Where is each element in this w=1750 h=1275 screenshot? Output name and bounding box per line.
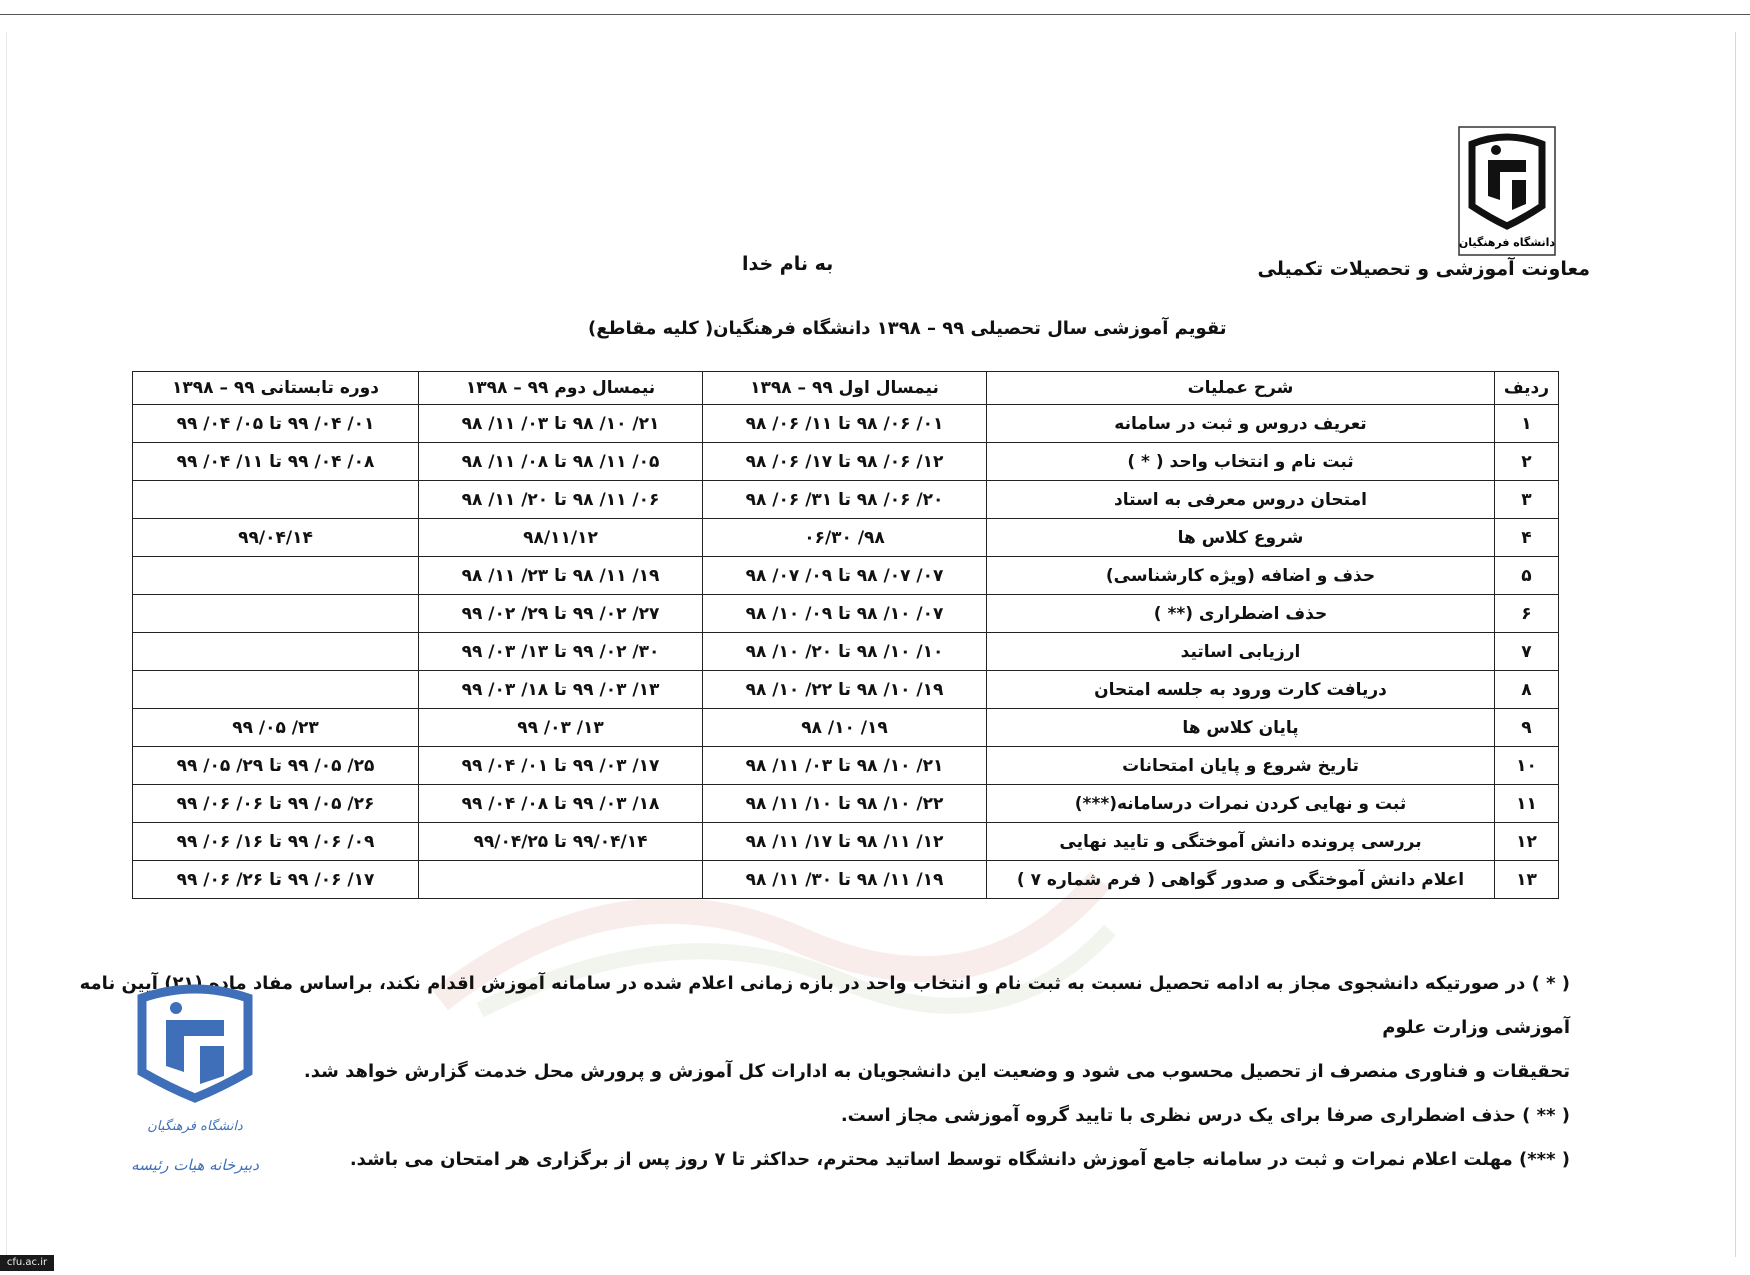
site-badge: cfu.ac.ir: [0, 1255, 54, 1271]
table-row: [133, 405, 1559, 443]
semester-2-date: ۲۷/ ۰۲/ ۹۹ تا ۲۹/ ۰۲/ ۹۹: [419, 595, 703, 633]
table-row: [133, 823, 1559, 861]
summer-date: ۱۷/ ۰۶/ ۹۹ تا ۲۶/ ۰۶/ ۹۹: [133, 861, 419, 899]
row-number: ۸: [1495, 671, 1559, 709]
header-row-number: ردیف: [1495, 372, 1559, 405]
summer-date: [133, 481, 419, 519]
semester-1-date: ۲۱/ ۱۰/ ۹۸ تا ۰۳/ ۱۱/ ۹۸: [703, 747, 987, 785]
table-row: [133, 861, 1559, 899]
row-number: ۲: [1495, 443, 1559, 481]
footnote-2: ( ** ) حذف اضطراری صرفا برای یک درس نظری با تایید گروه آموزشی مجاز است.: [840, 1105, 1570, 1126]
stamp-logo-text: دانشگاه فرهنگیان: [147, 1119, 243, 1134]
operation-desc: اعلام دانش آموختگی و صدور گواهی ( فرم شماره ۷ ): [987, 861, 1495, 899]
row-number: ۴: [1495, 519, 1559, 557]
semester-2-date: ۰۶/ ۱۱/ ۹۸ تا ۲۰/ ۱۱/ ۹۸: [419, 481, 703, 519]
document-title: تقویم آموزشی سال تحصیلی ۹۹ – ۱۳۹۸ دانشگاه فرهنگیان( کلیه مقاطع): [588, 318, 1227, 339]
header-semester-2: نیمسال دوم ۹۹ – ۱۳۹۸: [419, 372, 703, 405]
semester-2-date: ۰۵/ ۱۱/ ۹۸ تا ۰۸/ ۱۱/ ۹۸: [419, 443, 703, 481]
semester-1-date: ۰۱/ ۰۶/ ۹۸ تا ۱۱/ ۰۶/ ۹۸: [703, 405, 987, 443]
operation-desc: شروع کلاس ها: [987, 519, 1495, 557]
summer-date: ۲۵/ ۰۵/ ۹۹ تا ۲۹/ ۰۵/ ۹۹: [133, 747, 419, 785]
semester-2-date: [419, 861, 703, 899]
operation-desc: حذف اضطراری (** ): [987, 595, 1495, 633]
semester-2-date: ۱۹/ ۱۱/ ۹۸ تا ۲۳/ ۱۱/ ۹۸: [419, 557, 703, 595]
table-row: [133, 671, 1559, 709]
row-number: ۱۰: [1495, 747, 1559, 785]
summer-date: ۰۹/ ۰۶/ ۹۹ تا ۱۶/ ۰۶/ ۹۹: [133, 823, 419, 861]
header-operation-desc: شرح عملیات: [987, 372, 1495, 405]
semester-1-date: ۱۹/ ۱۰/ ۹۸: [703, 709, 987, 747]
footnote-1-line-1: ( * ) در صورتیکه دانشجوی مجاز به ادامه تحصیل نسبت به ثبت نام و انتخاب واحد در بازه زمانی اعلام شده در سامانه آموزش اقدام نکند، براساس مفاد ماده (۲۱) آیین نامه آموزشی وزارت علوم: [79, 973, 1570, 1038]
table-row: [133, 557, 1559, 595]
academic-calendar-table: [132, 371, 1559, 899]
row-number: ۳: [1495, 481, 1559, 519]
page-top-rule: [0, 14, 1750, 15]
summer-date: ۲۳/ ۰۵/ ۹۹: [133, 709, 419, 747]
signature-text: دبیرخانه هیات رئیسه: [131, 1156, 259, 1174]
header-semester-1: نیمسال اول ۹۹ – ۱۳۹۸: [703, 372, 987, 405]
semester-2-date: ۹۹/۰۴/۱۴ تا ۹۹/۰۴/۲۵: [419, 823, 703, 861]
semester-2-date: ۹۸/۱۱/۱۲: [419, 519, 703, 557]
footnote-3: ( ***) مهلت اعلام نمرات و ثبت در سامانه جامع آموزش دانشگاه توسط اساتید محترم، حداکثر تا ۷ روز پس از برگزاری هر امتحان می باشد.: [349, 1149, 1570, 1170]
table-row: [133, 633, 1559, 671]
summer-date: ۰۱/ ۰۴/ ۹۹ تا ۰۵/ ۰۴/ ۹۹: [133, 405, 419, 443]
summer-date: [133, 633, 419, 671]
row-number: ۱: [1495, 405, 1559, 443]
operation-desc: ارزیابی اساتید: [987, 633, 1495, 671]
footnotes: [70, 962, 1570, 1182]
semester-1-date: ۱۰/ ۱۰/ ۹۸ تا ۲۰/ ۱۰/ ۹۸: [703, 633, 987, 671]
summer-date: [133, 595, 419, 633]
row-number: ۱۱: [1495, 785, 1559, 823]
operation-desc: حذف و اضافه (ویژه کارشناسی): [987, 557, 1495, 595]
table-row: [133, 785, 1559, 823]
summer-date: ۲۶/ ۰۵/ ۹۹ تا ۰۶/ ۰۶/ ۹۹: [133, 785, 419, 823]
semester-1-date: ۰۷/ ۱۰/ ۹۸ تا ۰۹/ ۱۰/ ۹۸: [703, 595, 987, 633]
footnote-1-line-2: تحقیقات و فناوری منصرف از تحصیل محسوب می شود و وضعیت این دانشجویان به ادارات کل آموزش و پرورش محل خدمت گزارش خواهد شد.: [303, 1061, 1570, 1082]
semester-2-date: ۱۸/ ۰۳/ ۹۹ تا ۰۸/ ۰۴/ ۹۹: [419, 785, 703, 823]
university-logo-top: [1458, 126, 1556, 256]
department-name: معاونت آموزشی و تحصیلات تکمیلی: [1257, 258, 1590, 280]
semester-1-date: ۰۷/ ۰۷/ ۹۸ تا ۰۹/ ۰۷/ ۹۸: [703, 557, 987, 595]
header-summer-term: دوره تابستانی ۹۹ – ۱۳۹۸: [133, 372, 419, 405]
semester-2-date: ۱۳/ ۰۳/ ۹۹: [419, 709, 703, 747]
row-number: ۶: [1495, 595, 1559, 633]
row-number: ۹: [1495, 709, 1559, 747]
table-row: [133, 747, 1559, 785]
operation-desc: دریافت کارت ورود به جلسه امتحان: [987, 671, 1495, 709]
semester-2-date: ۲۱/ ۱۰/ ۹۸ تا ۰۳/ ۱۱/ ۹۸: [419, 405, 703, 443]
operation-desc: بررسی پرونده دانش آموختگی و تایید نهایی: [987, 823, 1495, 861]
bismillah-heading: به نام خدا: [742, 253, 834, 275]
operation-desc: تعریف دروس و ثبت در سامانه: [987, 405, 1495, 443]
row-number: ۱۲: [1495, 823, 1559, 861]
university-stamp: [120, 980, 270, 1190]
semester-2-date: ۱۳/ ۰۳/ ۹۹ تا ۱۸/ ۰۳/ ۹۹: [419, 671, 703, 709]
summer-date: ۹۹/۰۴/۱۴: [133, 519, 419, 557]
semester-2-date: ۳۰/ ۰۲/ ۹۹ تا ۱۳/ ۰۳/ ۹۹: [419, 633, 703, 671]
table-row: [133, 519, 1559, 557]
table-row: [133, 595, 1559, 633]
table-row: [133, 443, 1559, 481]
summer-date: [133, 557, 419, 595]
operation-desc: تاریخ شروع و پایان امتحانات: [987, 747, 1495, 785]
semester-1-date: ۲۲/ ۱۰/ ۹۸ تا ۱۰/ ۱۱/ ۹۸: [703, 785, 987, 823]
table-row: [133, 709, 1559, 747]
semester-1-date: ۱۹/ ۱۰/ ۹۸ تا ۲۲/ ۱۰/ ۹۸: [703, 671, 987, 709]
table-header-row: [133, 372, 1559, 405]
logo-top-text: دانشگاه فرهنگیان: [1458, 236, 1556, 249]
semester-1-date: ۱۲/ ۱۱/ ۹۸ تا ۱۷/ ۱۱/ ۹۸: [703, 823, 987, 861]
row-number: ۱۳: [1495, 861, 1559, 899]
semester-1-date: ۱۲/ ۰۶/ ۹۸ تا ۱۷/ ۰۶/ ۹۸: [703, 443, 987, 481]
row-number: ۷: [1495, 633, 1559, 671]
operation-desc: امتحان دروس معرفی به استاد: [987, 481, 1495, 519]
operation-desc: پایان کلاس ها: [987, 709, 1495, 747]
summer-date: ۰۸/ ۰۴/ ۹۹ تا ۱۱/ ۰۴/ ۹۹: [133, 443, 419, 481]
semester-1-date: ۲۰/ ۰۶/ ۹۸ تا ۳۱/ ۰۶/ ۹۸: [703, 481, 987, 519]
semester-2-date: ۱۷/ ۰۳/ ۹۹ تا ۰۱/ ۰۴/ ۹۹: [419, 747, 703, 785]
summer-date: [133, 671, 419, 709]
table-row: [133, 481, 1559, 519]
operation-desc: ثبت نام و انتخاب واحد ( * ): [987, 443, 1495, 481]
semester-1-date: ۱۹/ ۱۱/ ۹۸ تا ۳۰/ ۱۱/ ۹۸: [703, 861, 987, 899]
semester-1-date: ۹۸/ ۰۶/۳۰: [703, 519, 987, 557]
row-number: ۵: [1495, 557, 1559, 595]
operation-desc: ثبت و نهایی کردن نمرات درسامانه(***): [987, 785, 1495, 823]
